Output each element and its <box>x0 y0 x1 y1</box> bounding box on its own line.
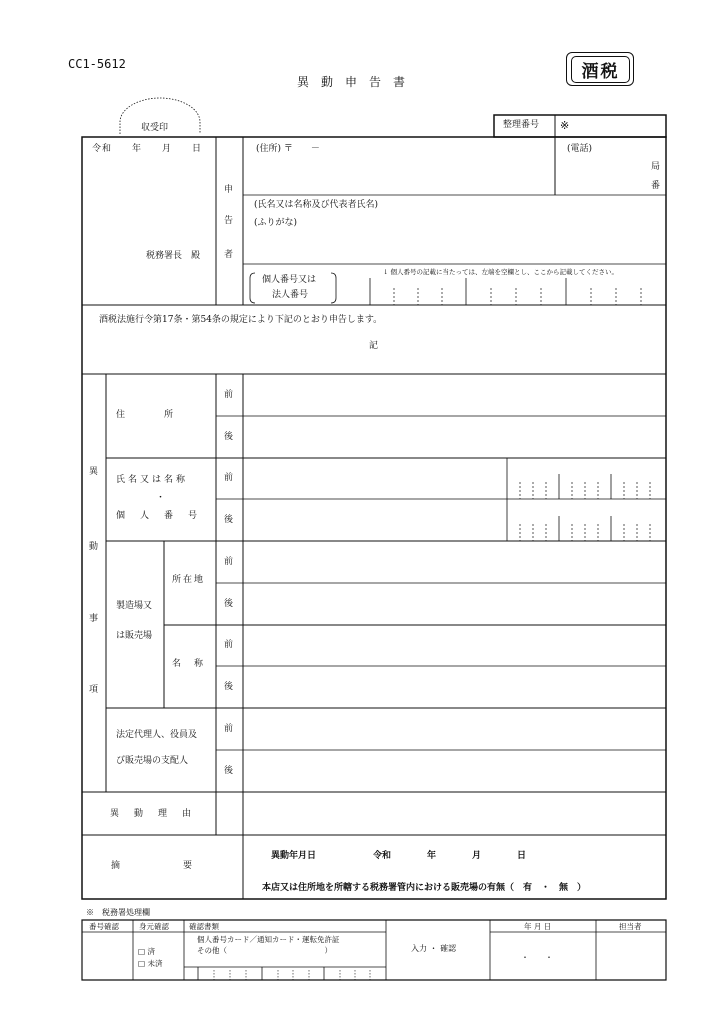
staff-field[interactable] <box>597 933 665 979</box>
tax-type-badge: 酒税 <box>571 56 630 83</box>
agent-label-2: び販売場の支配人 <box>116 756 189 766</box>
vertical-label-1: 異 <box>89 467 99 477</box>
location-after-field[interactable] <box>244 584 665 624</box>
my-number-label-1: 個人番号又は <box>262 275 317 285</box>
form-code: CC1-5612 <box>68 57 126 71</box>
after-label: 後 <box>224 682 234 692</box>
name-before-field[interactable] <box>244 459 506 498</box>
before-label: 前 <box>224 390 234 400</box>
factory-name-label: 名 称 <box>172 659 206 669</box>
seiri-label: 整理番号 <box>503 120 540 130</box>
before-label: 前 <box>224 724 234 734</box>
location-before-field[interactable] <box>244 542 665 582</box>
doc-check-label: 確認書類 <box>189 922 219 931</box>
unchecked-box[interactable]: □ 未済 <box>138 959 163 968</box>
seiri-value[interactable]: ※ <box>560 119 570 132</box>
my-number-note: ↓ 個人番号の記載に当たっては、左端を空欄とし、ここから記載してください。 <box>383 268 619 276</box>
location-label: 所在地 <box>172 575 206 585</box>
address-after-field[interactable] <box>244 417 665 457</box>
phone-kyoku: 局 <box>651 162 661 172</box>
my-number-label-2: 法人番号 <box>272 290 309 300</box>
reason-field[interactable] <box>244 793 665 834</box>
vertical-label-3: 事 <box>89 614 99 624</box>
address-before-field[interactable] <box>244 375 665 415</box>
change-date-label: 異動年月日 <box>271 851 317 861</box>
ki-mark: 記 <box>369 341 379 351</box>
identity-check-label: 身元確認 <box>139 922 169 931</box>
applicant-char-1: 申 <box>224 185 234 195</box>
checked-box[interactable]: □ 済 <box>138 947 155 956</box>
factory-label-1: 製造場又 <box>116 601 153 611</box>
sales-office-question[interactable]: 本店又は住所地を所轄する税務署管内における販売場の有無（ 有 ・ 無 ） <box>262 883 587 893</box>
name-row-label-2: 個 人 番 号 <box>116 511 201 521</box>
receipt-stamp-label: 収受印 <box>141 123 169 133</box>
applicant-char-2: 告 <box>224 216 234 226</box>
page-title: 異 動 申 告 書 <box>297 75 406 89</box>
phone-ban: 番 <box>651 181 661 191</box>
filing-date[interactable]: 令和 年 月 日 <box>92 144 203 154</box>
address-row-label: 住 所 <box>116 410 177 420</box>
before-label: 前 <box>224 557 234 567</box>
summary-label: 摘 要 <box>111 861 196 871</box>
office-use-heading: ※ 税務署処理欄 <box>86 908 150 917</box>
vertical-label-2: 動 <box>89 542 99 552</box>
name-label[interactable]: (氏名又は名称及び代表者氏名) <box>254 200 379 210</box>
furigana-label[interactable]: (ふりがな) <box>254 218 298 228</box>
id-card-option[interactable]: 個人番号カード／通知カード・運転免許証 <box>197 935 340 944</box>
after-label: 後 <box>224 599 234 609</box>
factory-name-after-field[interactable] <box>244 667 665 707</box>
phone-label[interactable]: (電話) <box>567 144 593 154</box>
after-label: 後 <box>224 766 234 776</box>
before-label: 前 <box>224 640 234 650</box>
number-check-label: 番号確認 <box>89 922 119 931</box>
after-label: 後 <box>224 515 234 525</box>
applicant-char-3: 者 <box>224 250 234 260</box>
date-header: 年 月 日 <box>524 922 552 931</box>
after-label: 後 <box>224 432 234 442</box>
address-label[interactable]: (住所) 〒 － <box>256 144 320 154</box>
agent-after-field[interactable] <box>244 751 665 791</box>
name-row-dot: ・ <box>156 493 166 503</box>
change-date-value[interactable]: 令和 年 月 日 <box>373 851 527 861</box>
vertical-label-4: 項 <box>89 685 99 695</box>
reason-label: 異 動 理 由 <box>110 809 195 819</box>
factory-label-2: は販売場 <box>116 631 153 641</box>
input-confirm-label: 入力 ・ 確認 <box>411 944 457 953</box>
other-doc-option[interactable]: その他（ ） <box>197 946 332 955</box>
staff-header: 担当者 <box>619 922 642 931</box>
name-after-field[interactable] <box>244 500 506 540</box>
tax-office[interactable]: 税務署長 殿 <box>146 251 201 261</box>
factory-name-before-field[interactable] <box>244 626 665 665</box>
name-row-label-1: 氏名又は名称 <box>116 475 189 485</box>
agent-label-1: 法定代理人、役員及 <box>116 730 198 740</box>
statement-text: 酒税法施行令第17条・第54条の規定により下記のとおり申告します。 <box>99 315 383 325</box>
agent-before-field[interactable] <box>244 709 665 749</box>
before-label: 前 <box>224 473 234 483</box>
date-dots[interactable]: ・ ・ <box>521 953 553 962</box>
